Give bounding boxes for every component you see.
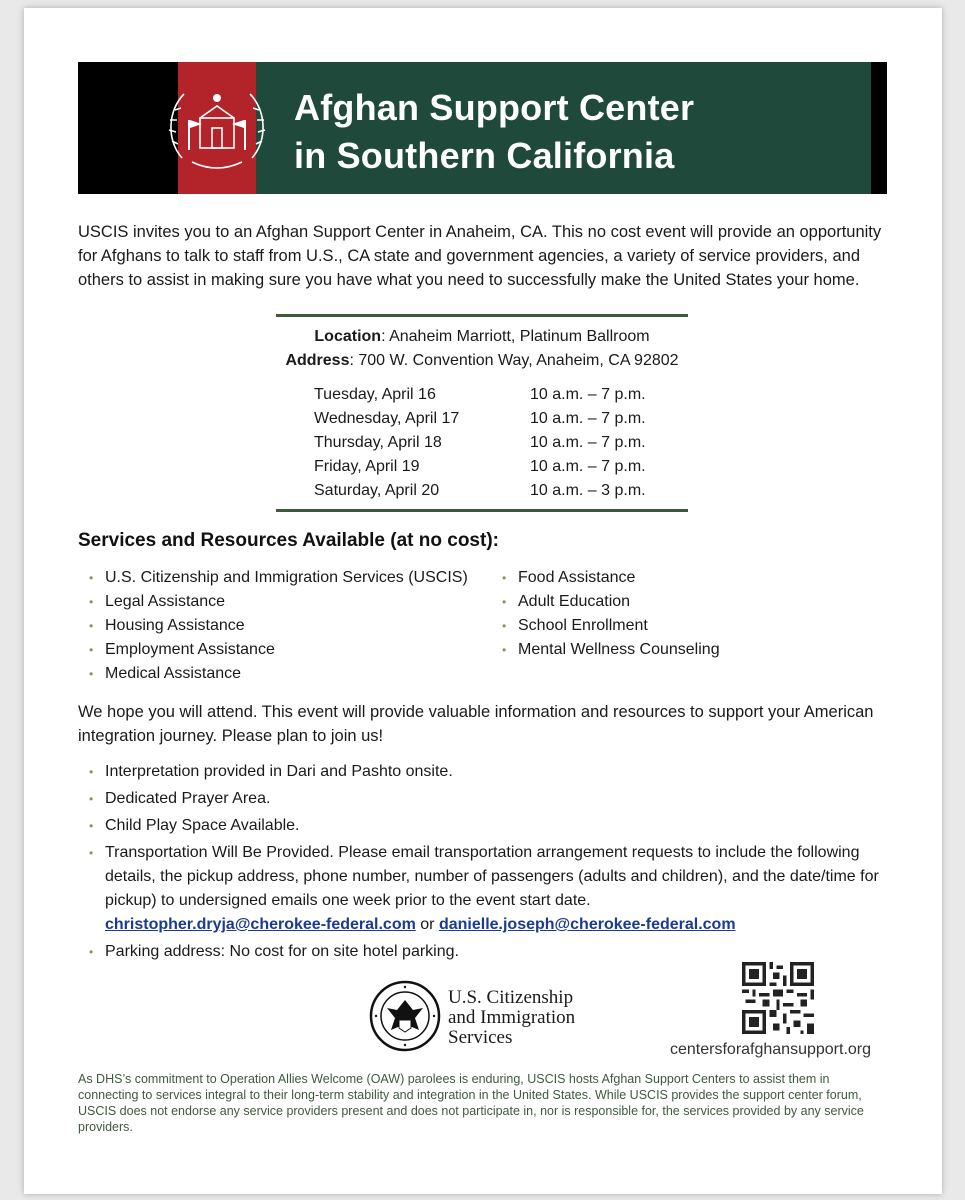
banner-right-bar — [871, 62, 887, 194]
list-item: • U.S. Citizenship and Immigration Services (USCIS) — [78, 566, 468, 590]
list-item: • Legal Assistance — [78, 590, 468, 614]
email-link-danielle[interactable]: danielle.joseph@cherokee-federal.com — [438, 916, 736, 933]
divider-bottom — [276, 509, 688, 512]
services-list-right — [491, 566, 720, 662]
list-item: • Parking address: No cost for on site hotel parking. — [78, 940, 898, 964]
bullet-icon: • — [89, 619, 94, 633]
location-value: : Anaheim Marriott, Platinum Ballroom — [381, 328, 650, 345]
list-item: • Housing Assistance — [78, 614, 468, 638]
bullet-icon: • — [89, 819, 94, 833]
list-item: • Medical Assistance — [78, 662, 468, 686]
flyer-page — [24, 8, 942, 1194]
dhs-seal-icon — [369, 980, 441, 1052]
list-item: • Food Assistance — [491, 566, 720, 590]
schedule-day: Thursday, April 18 — [314, 434, 442, 451]
schedule-table — [314, 383, 646, 503]
attend-paragraph: We hope you will attend. This event will provide valuable information and resources to support your American integration journey. Please plan to join us! — [78, 703, 874, 745]
website-url: centersforafghansupport.org — [670, 1041, 872, 1058]
intro-paragraph: USCIS invites you to an Afghan Support Center in Anaheim, CA. This no cost event will provide an opportunity for Afghans to talk to staff from U.S., CA state and government agencies, a variety of service providers, and others to assist in making sure you have what you need to successfully make the United States your home. — [78, 223, 882, 289]
uscis-line2: and Immigration — [448, 1007, 576, 1028]
list-item: • School Enrollment — [491, 614, 720, 638]
location-label: Location — [314, 328, 382, 345]
schedule-time: 10 a.m. – 7 p.m. — [530, 410, 646, 427]
schedule-day: Wednesday, April 17 — [314, 410, 460, 427]
schedule-day: Tuesday, April 16 — [314, 386, 436, 403]
footer-disclaimer: As DHS’s commitment to Operation Allies Welcome (OAW) parolees is enduring, USCIS hosts Afghan Support Centers to assist them in connecting to services integral to their long-term stability and integration in the United States. While USCIS provides the support center forum, USCIS does not endorse any service providers present and does not participate in, nor is responsible for, the services provided by any service providers. — [78, 1072, 864, 1134]
bullet-icon: • — [502, 643, 507, 657]
address-label: Address — [285, 352, 350, 369]
bullet-icon: • — [89, 792, 94, 806]
banner-title-line1: Afghan Support Center — [294, 87, 695, 128]
bullet-icon: • — [502, 619, 507, 633]
schedule-time: 10 a.m. – 3 p.m. — [530, 482, 646, 499]
list-item: • Interpretation provided in Dari and Pashto onsite. — [78, 760, 898, 784]
list-item — [78, 841, 898, 937]
qr-code-icon[interactable] — [742, 962, 814, 1034]
services-heading: Services and Resources Available (at no cost): — [78, 530, 499, 551]
list-item: • Adult Education — [491, 590, 720, 614]
address-line — [276, 349, 688, 373]
schedule-row — [314, 431, 646, 455]
schedule-row — [314, 383, 646, 407]
divider-top — [276, 314, 688, 317]
banner-title-line2: in Southern California — [294, 135, 675, 176]
bullet-icon: • — [89, 765, 94, 779]
or-text: or — [415, 916, 439, 933]
list-item: • Employment Assistance — [78, 638, 468, 662]
schedule-row — [314, 479, 646, 503]
banner-title — [294, 84, 694, 180]
bullet-icon: • — [502, 571, 507, 585]
bullet-icon: • — [89, 571, 94, 585]
schedule-day: Friday, April 19 — [314, 458, 420, 475]
bullet-icon: • — [89, 643, 94, 657]
email-link-christopher[interactable]: christopher.dryja@cherokee-federal.com — [105, 916, 416, 933]
schedule-row — [314, 455, 646, 479]
bullet-icon: • — [89, 846, 94, 860]
schedule-time: 10 a.m. – 7 p.m. — [530, 434, 646, 451]
schedule-time: 10 a.m. – 7 p.m. — [530, 386, 646, 403]
afghan-emblem-icon — [162, 80, 272, 176]
notes-list — [78, 760, 898, 967]
bullet-icon: • — [89, 595, 94, 609]
list-item: • Child Play Space Available. — [78, 814, 898, 838]
address-value: : 700 W. Convention Way, Anaheim, CA 92802 — [349, 352, 679, 369]
header-banner — [78, 62, 887, 194]
schedule-day: Saturday, April 20 — [314, 482, 440, 499]
location-line — [276, 325, 688, 349]
uscis-line3: Services — [448, 1027, 513, 1048]
list-item: • Dedicated Prayer Area. — [78, 787, 898, 811]
uscis-line1: U.S. Citizenship — [448, 987, 574, 1008]
list-item: • Mental Wellness Counseling — [491, 638, 720, 662]
bullet-icon: • — [89, 945, 94, 959]
services-list-left — [78, 566, 468, 686]
bullet-icon: • — [502, 595, 507, 609]
schedule-time: 10 a.m. – 7 p.m. — [530, 458, 646, 475]
schedule-row — [314, 407, 646, 431]
bullet-icon: • — [89, 667, 94, 681]
transport-text: Transportation Will Be Provided. Please email transportation arrangement requests to include the following details, the pickup address, phone number, number of passengers (adults and children), and the date/time for pickup) to undersigned emails one week prior to the event start date. — [105, 844, 879, 909]
uscis-logo-text — [448, 988, 575, 1048]
